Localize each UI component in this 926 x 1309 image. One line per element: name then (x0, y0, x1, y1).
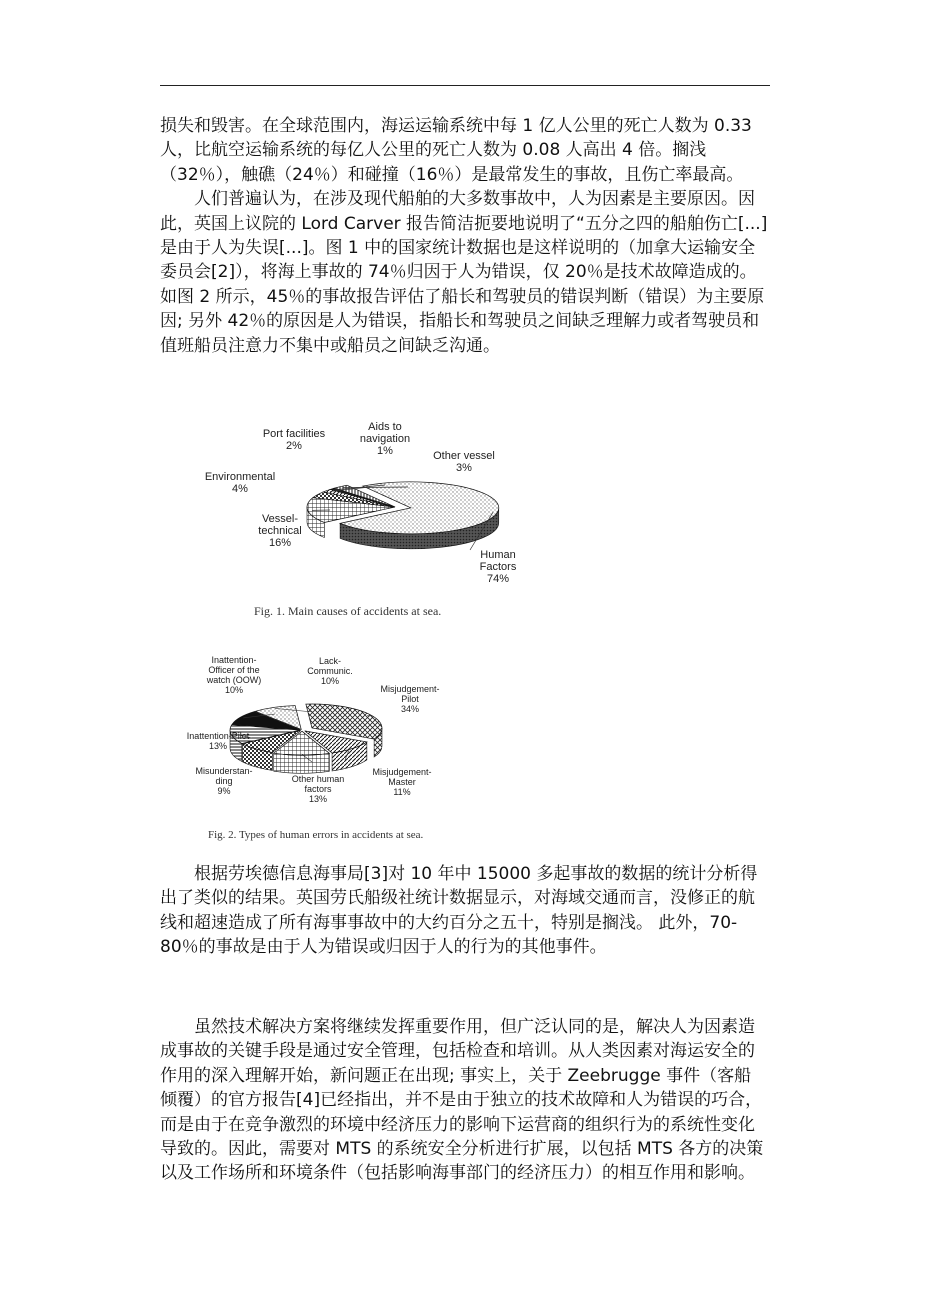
figure-2-caption: Fig. 2. Types of human errors in accidents at sea. (208, 829, 424, 841)
slice-label-human-factors: Human Factors 74% (479, 549, 517, 585)
slice-label-misjudgement-pilot: Misjudgement-Pilot 34% (380, 684, 440, 714)
text-block-bottom (160, 1015, 768, 1186)
text-block-middle (160, 862, 768, 960)
pie-slice-human-factors (340, 482, 499, 549)
figure-1-caption: Fig. 1. Main causes of accidents at sea. (254, 604, 442, 618)
slice-label-aids-to-navigation: Aids to navigation 1% (359, 421, 411, 457)
paragraph-1: 损失和毁害。在全球范围内，海运运输系统中每 1 亿人公里的死亡人数为 0.33 人，比航空运输系统的每亿人公里的死亡人数为 0.08 人高出 4 倍。搁浅（32％），触礁（24％）和碰撞（16％）是最常发生的事故，且伤亡率最高。 (160, 116, 752, 185)
slice-label-vessel-technical: Vessel-technical 16% (258, 513, 302, 549)
slice-label-misjudgement-master: Misjudgement-Master 11% (372, 767, 432, 797)
slice-label-environmental: Environmental 4% (204, 471, 276, 495)
paragraph-2: 人们普遍认为，在涉及现代船舶的大多数事故中，人为因素是主要原因。因此，英国上议院的 Lord Carver 报告简洁扼要地说明了“五分之四的船舶伤亡[...]是由于人为失误[...]。图 1 中的国家统计数据也是这样说明的（加拿大运输安全委员会[2]），将海上事故的 74％归因于人为错误，仅 20％是技术故障造成的。如图 2 所示，45％的事故报告评估了船长和驾驶员的错误判断（错误）为主要原因; 另外 42％的原因是人为错误，指船长和驾驶员之间缺乏理解力或者驾驶员和值班船员注意力不集中或船员之间缺乏沟通。 (160, 189, 768, 356)
slice-label-other-human-factors: Other human factors 13% (291, 774, 345, 804)
figure-2-pie-chart (180, 650, 470, 845)
slice-label-inattention-pilot: Inattention-Pilot 13% (186, 731, 250, 751)
paragraph-3: 根据劳埃德信息海事局[3]对 10 年中 15000 多起事故的数据的统计分析得出了类似的结果。英国劳氏船级社统计数据显示，对海域交通而言，没修正的航线和超速造成了所有海事事故中的大约百分之五十，特别是搁浅。 此外，70-80％的事故是由于人为错误或归因于人的行为的其他事件。 (160, 864, 758, 958)
slice-label-misunderstanding: Misunderstan-ding 9% (195, 766, 253, 796)
figure-1-pie-chart (180, 415, 520, 625)
text-block-top (160, 114, 768, 358)
header-rule (160, 85, 770, 86)
slice-label-lack-communic: Lack-Communic. 10% (307, 656, 353, 686)
slice-label-other-vessel: Other vessel 3% (433, 450, 495, 474)
slice-label-port-facilities: Port facilities 2% (262, 428, 326, 452)
slice-label-inattention-officer-of-the-watch-oow: Inattention-Officer of the watch (OOW) 10% (206, 655, 262, 695)
paragraph-4: 虽然技术解决方案将继续发挥重要作用，但广泛认同的是，解决人为因素造成事故的关键手段是通过安全管理，包括检查和培训。从人类因素对海运安全的作用的深入理解开始，新问题正在出现; 事实上，关于 Zeebrugge 事件（客船倾覆）的官方报告[4]已经指出，并不是由于独立的技术故障和人为错误的巧合，而是由于在竞争激烈的环境中经济压力的影响下运营商的组织行为的系统性变化导致的。因此，需要对 MTS 的系统安全分析进行扩展，以包括 MTS 各方的决策以及工作场所和环境条件（包括影响海事部门的经济压力）的相互作用和影响。 (160, 1017, 764, 1184)
